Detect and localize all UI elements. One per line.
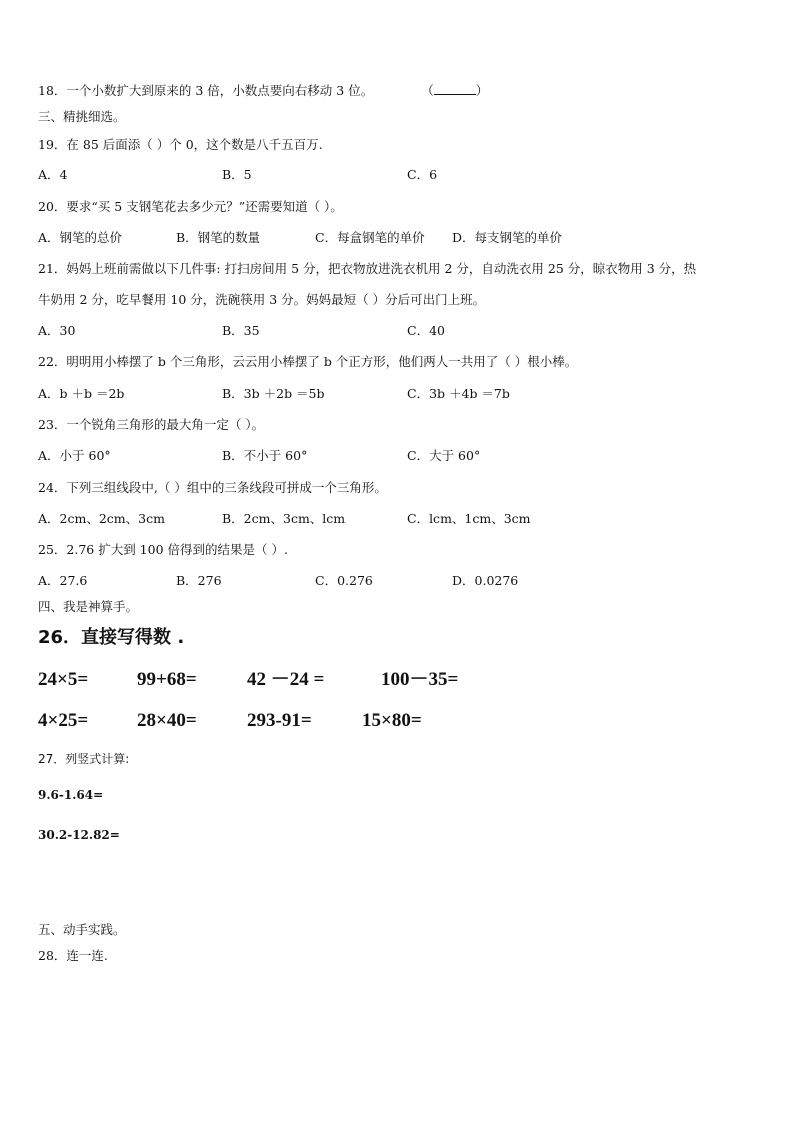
q20-option-b[interactable]: B．钢笔的数量 <box>176 230 261 245</box>
q25-option-b[interactable]: B．276 <box>176 573 222 588</box>
question-18-text: 18．一个小数扩大到原来的 3 倍，小数点要向右移动 3 位。 <box>38 83 374 98</box>
q24-option-b[interactable]: B．2cm、3cm、lcm <box>222 511 346 526</box>
q23-option-a[interactable]: A．小于 60° <box>38 448 111 463</box>
answer-bracket-close: ） <box>475 83 489 98</box>
q24-option-c[interactable]: C．lcm、1cm、3cm <box>407 511 531 526</box>
q26-row2-item-3: 293-91= <box>247 710 312 731</box>
q27-expression-2: 30.2-12.82= <box>38 828 120 842</box>
question-20-text: 20．要求“买 5 支钢笔花去多少元？”还需要知道（ ）。 <box>38 199 343 214</box>
section-4-heading: 四、我是神算手。 <box>38 599 139 614</box>
q26-row1-item-4: 100－35= <box>381 669 459 690</box>
q26-row2-item-4: 15×80= <box>362 710 422 731</box>
q20-option-c[interactable]: C．每盒钢笔的单价 <box>315 230 425 245</box>
section-3-heading: 三、精挑细选。 <box>38 109 126 124</box>
question-22-text: 22．明明用小棒摆了 b 个三角形，云云用小棒摆了 b 个正方形，他们两人一共用了（ ）根小棒。 <box>38 354 578 369</box>
q23-option-c[interactable]: C．大于 60° <box>407 448 481 463</box>
q21-option-a[interactable]: A．30 <box>38 323 76 338</box>
q26-row2-item-1: 4×25= <box>38 710 89 731</box>
q23-option-b[interactable]: B．不小于 60° <box>222 448 308 463</box>
question-27-title: 27．列竖式计算: <box>38 752 130 766</box>
question-18 <box>38 82 488 100</box>
question-26-title: 26．直接写得数 . <box>38 627 185 648</box>
q25-option-d[interactable]: D．0.0276 <box>452 573 519 588</box>
q22-option-b[interactable]: B．3b ＋2b ＝5b <box>222 386 325 401</box>
q26-row1-item-3: 42 －24 = <box>247 669 325 690</box>
q25-option-a[interactable]: A．27.6 <box>38 573 88 588</box>
q19-option-a[interactable]: A．4 <box>38 167 68 182</box>
q20-option-d[interactable]: D．每支钢笔的单价 <box>452 230 563 245</box>
q22-option-c[interactable]: C．3b ＋4b ＝7b <box>407 386 510 401</box>
answer-bracket-open: （ <box>421 83 434 98</box>
question-28-text: 28．连一连. <box>38 948 108 963</box>
q26-row1-item-1: 24×5= <box>38 669 89 690</box>
q25-option-c[interactable]: C．0.276 <box>315 573 373 588</box>
q21-option-c[interactable]: C．40 <box>407 323 445 338</box>
question-21-line-1: 21．妈妈上班前需做以下几件事: 打扫房间用 5 分，把衣物放进洗衣机用 2 分，自动洗衣用 25 分，晾衣物用 3 分，热 <box>38 261 697 276</box>
question-25-text: 25．2.76 扩大到 100 倍得到的结果是（ ）. <box>38 542 288 557</box>
section-5-heading: 五、动手实践。 <box>38 922 126 937</box>
question-19-text: 19．在 85 后面添（ ）个 0，这个数是八千五百万. <box>38 137 323 152</box>
answer-blank[interactable] <box>434 82 476 95</box>
q22-option-a[interactable]: A．b ＋b ＝2b <box>38 386 125 401</box>
q26-row1-item-2: 99+68= <box>137 669 197 690</box>
q19-option-b[interactable]: B．5 <box>222 167 252 182</box>
q27-expression-1: 9.6-1.64= <box>38 788 104 802</box>
q21-option-b[interactable]: B．35 <box>222 323 260 338</box>
question-21-line-2: 牛奶用 2 分，吃早餐用 10 分，洗碗筷用 3 分。妈妈最短（ ）分后可出门上班。 <box>38 292 486 307</box>
q20-option-a[interactable]: A．钢笔的总价 <box>38 230 123 245</box>
q24-option-a[interactable]: A．2cm、2cm、3cm <box>38 511 165 526</box>
q19-option-c[interactable]: C．6 <box>407 167 438 182</box>
q26-row2-item-2: 28×40= <box>137 710 197 731</box>
question-24-text: 24．下列三组线段中,（ ）组中的三条线段可拼成一个三角形。 <box>38 480 387 495</box>
question-23-text: 23．一个锐角三角形的最大角一定（ ）。 <box>38 417 265 432</box>
